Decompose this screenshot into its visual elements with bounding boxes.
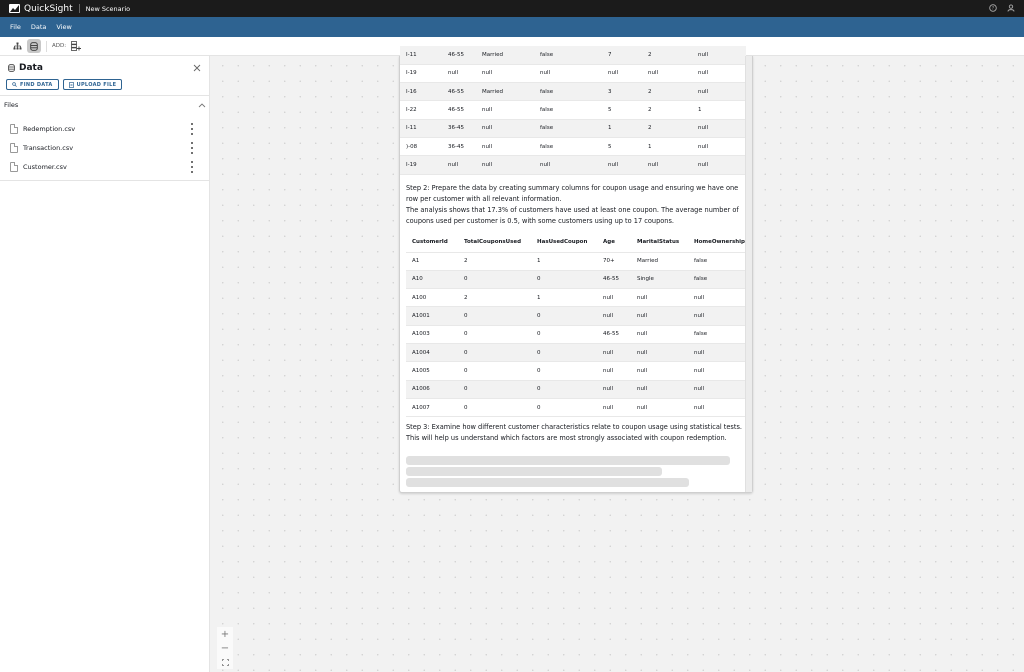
table-row: A10 0 0 46-55 Single false xyxy=(406,270,746,288)
data-panel-button[interactable] xyxy=(27,39,41,53)
hierarchy-icon xyxy=(13,42,22,50)
table-row: A1 2 1 70+ Married false xyxy=(406,252,746,270)
table-row: I-11 36-45 null false 1 2 null xyxy=(400,119,746,137)
chevron-up-icon[interactable] xyxy=(198,103,206,108)
table-row: I-19 null null null null null null xyxy=(400,156,746,174)
zoom-out-button[interactable] xyxy=(217,641,233,655)
zoom-in-button[interactable] xyxy=(217,627,233,641)
loading-skeleton-line xyxy=(406,456,730,465)
close-sidebar-button[interactable] xyxy=(193,64,201,72)
customer-summary-table xyxy=(406,233,746,417)
menu-file[interactable]: File xyxy=(10,23,21,31)
canvas-zoom-controls xyxy=(217,627,233,669)
file-item-transaction[interactable] xyxy=(10,142,198,154)
table-row: A1004 0 0 null null null xyxy=(406,343,746,361)
app-brand: QuickSight xyxy=(24,3,73,14)
add-block-icon xyxy=(71,41,81,51)
minus-icon: − xyxy=(220,642,230,654)
divider xyxy=(0,95,210,96)
menu-view[interactable]: View xyxy=(56,23,72,31)
file-name: Redemption.csv xyxy=(23,125,76,133)
file-icon xyxy=(10,162,18,172)
search-icon xyxy=(12,82,17,87)
table-header-row: CustomerId TotalCouponsUsed HasUsedCoupon Age MaritalStatus HomeOwnership xyxy=(406,233,746,252)
loading-skeleton-line xyxy=(406,478,689,487)
card-scrollbar[interactable] xyxy=(745,56,752,492)
divider xyxy=(0,180,210,181)
hierarchy-view-button[interactable] xyxy=(10,39,24,53)
table-row: )-08 36-45 null false 5 1 null xyxy=(400,137,746,155)
loading-skeleton-line xyxy=(406,467,662,476)
scenario-title[interactable]: New Scenario xyxy=(85,4,131,13)
data-sidebar xyxy=(0,56,210,672)
prior-data-table xyxy=(400,46,746,175)
step2-result: The analysis shows that 17.3% of customers have used at least one coupon. The average number of coupons used per customer is 0.5, with some customers using up to 17 coupons. xyxy=(406,206,739,225)
file-options-button[interactable] xyxy=(190,161,194,173)
find-data-label: FIND DATA xyxy=(20,81,53,88)
analysis-card xyxy=(399,51,753,493)
table-row: A100 2 1 null null null xyxy=(406,289,746,307)
fit-screen-icon xyxy=(222,659,229,666)
sidebar-title: Data xyxy=(19,63,43,73)
file-name: Transaction.csv xyxy=(23,144,74,152)
plus-icon: + xyxy=(220,628,230,640)
menu-bar xyxy=(0,17,1024,37)
file-options-button[interactable] xyxy=(190,142,194,154)
file-item-redemption[interactable] xyxy=(10,123,198,135)
upload-file-button[interactable] xyxy=(63,79,123,90)
help-icon[interactable] xyxy=(988,3,998,13)
database-icon xyxy=(30,42,38,51)
file-upload-icon xyxy=(69,82,74,88)
upload-file-label: UPLOAD FILE xyxy=(76,81,117,88)
file-icon xyxy=(10,124,18,134)
table-row: A1003 0 0 46-55 null false xyxy=(406,325,746,343)
find-data-button[interactable] xyxy=(6,79,59,90)
table-row: I-16 46-55 Married false 3 2 null xyxy=(400,83,746,101)
database-icon xyxy=(8,64,15,72)
add-step-button[interactable] xyxy=(69,39,83,53)
file-name: Customer.csv xyxy=(23,163,67,171)
table-row: A1001 0 0 null null null xyxy=(406,307,746,325)
files-section-header[interactable] xyxy=(4,101,206,109)
add-label: ADD: xyxy=(52,43,67,49)
close-icon xyxy=(193,64,201,72)
table-row: I-19 null null null null null null xyxy=(400,64,746,82)
table-row: I-22 46-55 null false 5 2 1 xyxy=(400,101,746,119)
table-row: I-11 46-55 Married false 7 2 null xyxy=(400,46,746,64)
file-icon xyxy=(10,143,18,153)
table-row: A1006 0 0 null null null xyxy=(406,380,746,398)
step3-description: Step 3: Examine how different customer characteristics relate to coupon usage using statistical tests. This will help us understand which factors are most strongly associated with coupon redemption. xyxy=(406,423,742,442)
divider xyxy=(46,41,47,52)
fit-to-screen-button[interactable] xyxy=(217,655,233,669)
user-icon[interactable] xyxy=(1006,3,1016,13)
file-item-customer[interactable] xyxy=(10,161,198,173)
table-row: A1007 0 0 null null null xyxy=(406,398,746,416)
files-section-title: Files xyxy=(4,101,19,109)
divider xyxy=(79,4,80,13)
file-options-button[interactable] xyxy=(190,123,194,135)
table-row: A1005 0 0 null null null xyxy=(406,362,746,380)
menu-data[interactable]: Data xyxy=(30,23,47,31)
quicksight-logo-icon xyxy=(9,4,20,13)
step2-description: Step 2: Prepare the data by creating summary columns for coupon usage and ensuring we have one row per customer with all relevant information. The analysis shows that 17.3% of customers have used at least one coupon. The average number of coupons used per customer is 0.5, with some customers using up to 17 coupons. xyxy=(406,183,746,227)
top-bar xyxy=(0,0,1024,17)
svg-text:?: ? xyxy=(991,6,995,12)
